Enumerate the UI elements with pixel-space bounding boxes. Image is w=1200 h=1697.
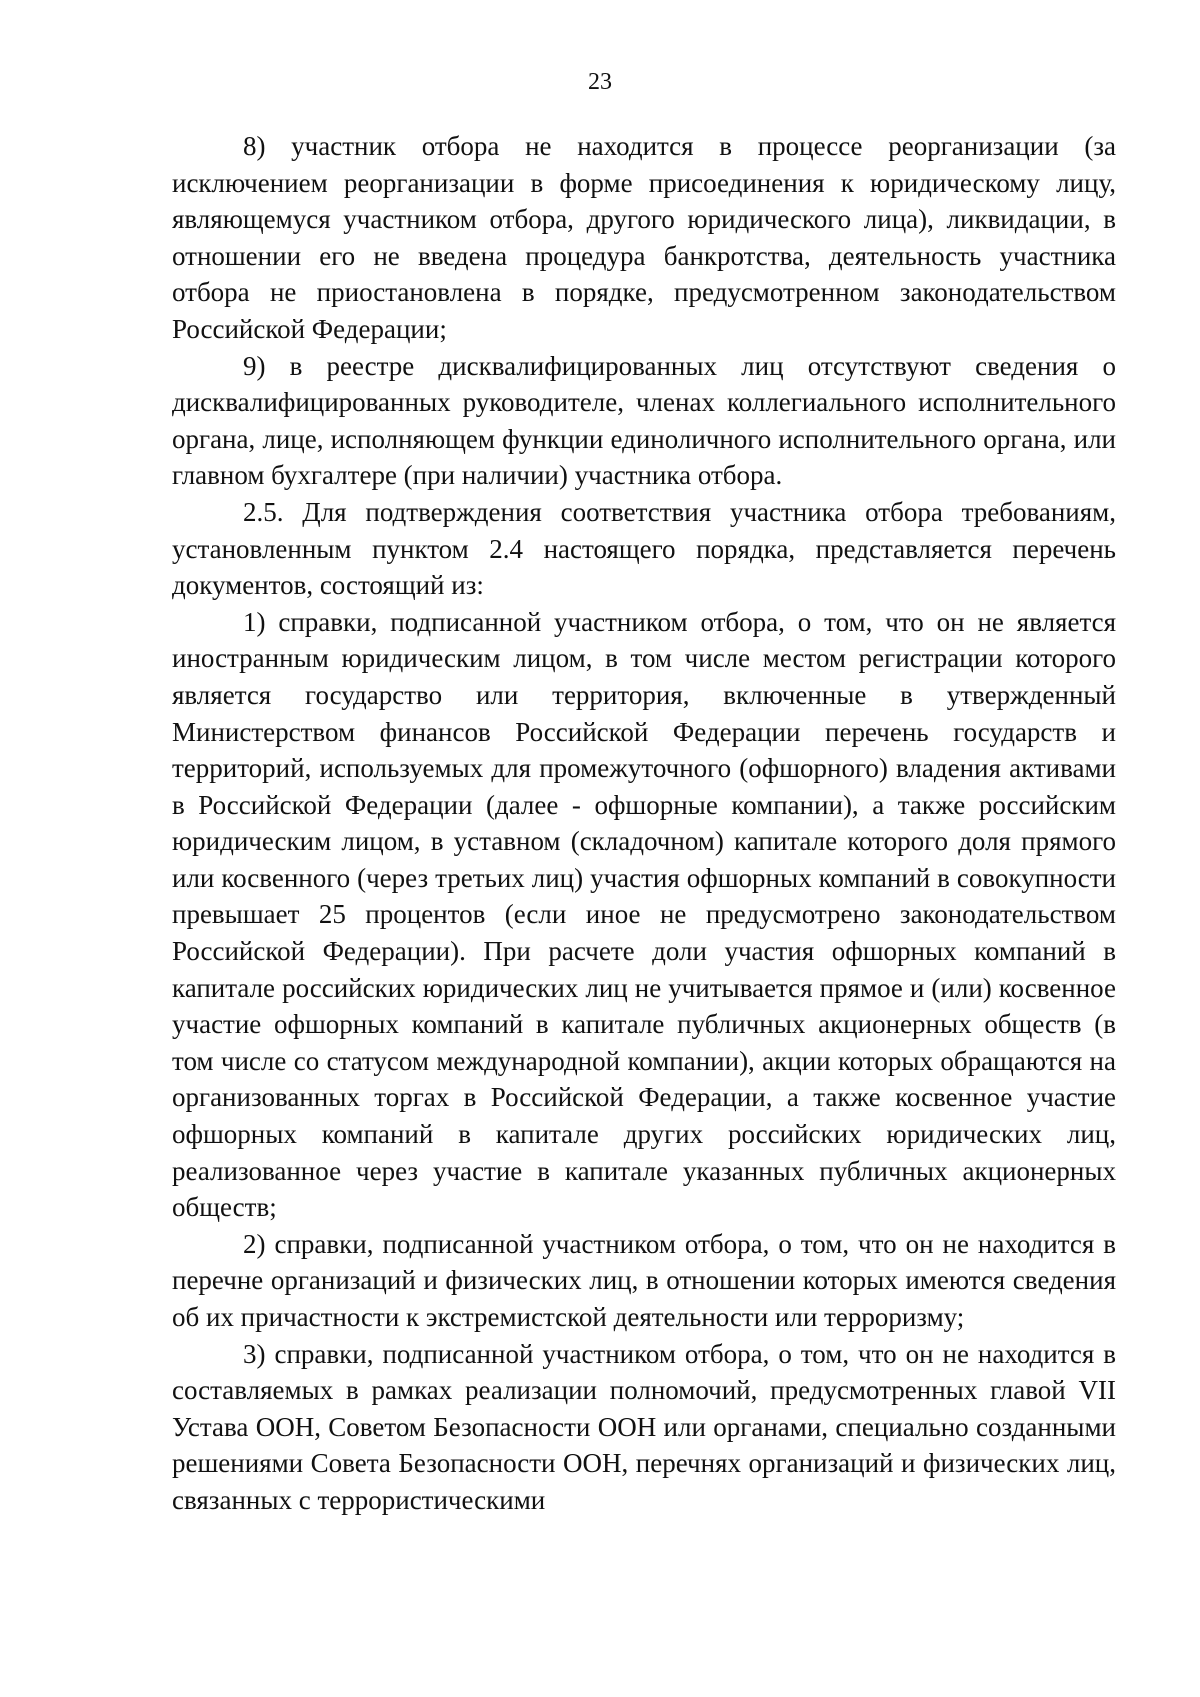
paragraph-doc-1: 1) справки, подписанной участником отбора, о том, что он не является иностранным юридическим лицом, в том числе местом регистрации которого является государство или территория, включенные в утвержденный Министерством финансов Российской Федерации перечень государств и территорий, используемых для промежуточного (офшорного) владения активами в Российской Федерации (далее - офшорные компании), а также российским юридическим лицом, в уставном (складочном) капитале которого доля прямого или косвенного (через третьих лиц) участия офшорных компаний в совокупности превышает 25 процентов (если иное не предусмотрено законодательством Российской Федерации). При расчете доли участия офшорных компаний в капитале российских юридических лиц не учитывается прямое и (или) косвенное участие офшорных компаний в капитале публичных акционерных обществ (в том числе со статусом международной компании), акции которых обращаются на организованных торгах в Российской Федерации, а также косвенное участие офшорных компаний в капитале других российских юридических лиц, реализованное через участие в капитале указанных публичных акционерных обществ; xyxy=(172,606,1116,1223)
document-body xyxy=(172,128,1116,1519)
paragraph-item-8: 8) участник отбора не находится в процессе реорганизации (за исключением реорганизации в форме присоединения к юридическому лицу, являющемуся участником отбора, другого юридического лица), ликвидации, в отношении его не введена процедура банкротства, деятельность участника отбора не приостановлена в порядке, предусмотренном законодательством Российской Федерации; xyxy=(172,131,1116,344)
paragraph-doc-3: 3) справки, подписанной участником отбора, о том, что он не находится в составляемых в рамках реализации полномочий, предусмотренных главой VII Устава ООН, Советом Безопасности ООН или органами, специально созданными решениями Совета Безопасности ООН, перечнях организаций и физических лиц, связанных с террористическими xyxy=(172,1338,1116,1515)
paragraph-doc-2: 2) справки, подписанной участником отбора, о том, что он не находится в перечне организаций и физических лиц, в отношении которых имеются сведения об их причастности к экстремистской деятельности или терроризму; xyxy=(172,1228,1116,1332)
paragraph-section-2-5: 2.5. Для подтверждения соответствия участника отбора требованиям, установленным пунктом 2.4 настоящего порядка, представляется перечень документов, состоящий из: xyxy=(172,496,1116,601)
page-number: 23 xyxy=(588,69,612,95)
paragraph-item-9: 9) в реестре дисквалифицированных лиц отсутствуют сведения о дисквалифицированных руководителе, членах коллегиального исполнительного органа, лице, исполняющем функции единоличного исполнительного органа, или главном бухгалтере (при наличии) участника отбора. xyxy=(172,350,1116,491)
